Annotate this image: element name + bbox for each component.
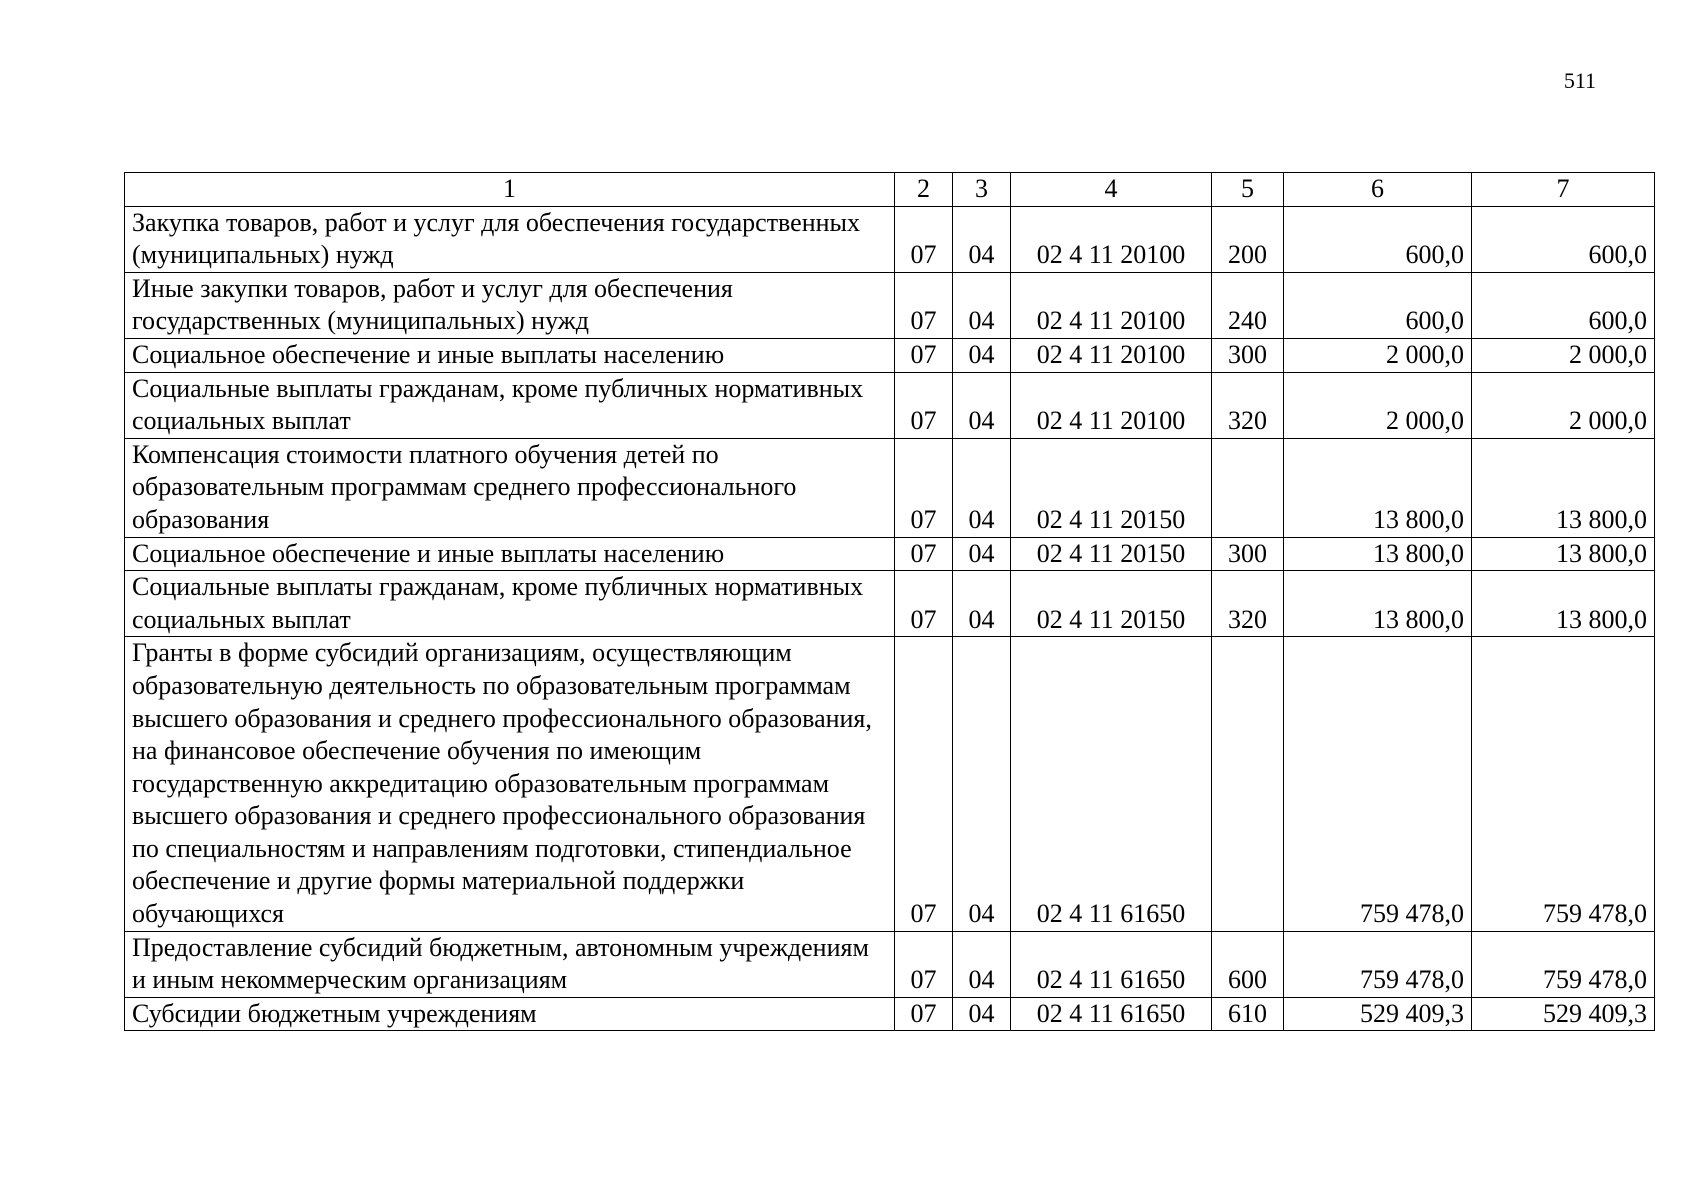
table-row <box>125 206 1655 272</box>
amount-col7: 13 800,0 <box>1472 438 1655 537</box>
amount-col6: 13 800,0 <box>1284 571 1472 637</box>
amount-col6: 759 478,0 <box>1284 637 1472 931</box>
expense-type-code: 200 <box>1212 206 1284 272</box>
column-number: 4 <box>1011 173 1212 207</box>
column-number: 3 <box>953 173 1011 207</box>
amount-col6: 759 478,0 <box>1284 931 1472 997</box>
section-code: 07 <box>895 997 953 1031</box>
target-article-code: 02 4 11 20100 <box>1011 372 1212 438</box>
section-code: 07 <box>895 637 953 931</box>
expense-name: Иные закупки товаров, работ и услуг для обеспечения государственных (муниципальных) нужд <box>125 272 895 338</box>
expense-name: Субсидии бюджетным учреждениям <box>125 997 895 1031</box>
target-article-code: 02 4 11 20100 <box>1011 272 1212 338</box>
amount-col6: 600,0 <box>1284 272 1472 338</box>
expense-type-code: 600 <box>1212 931 1284 997</box>
expense-type-code: 240 <box>1212 272 1284 338</box>
target-article-code: 02 4 11 61650 <box>1011 997 1212 1031</box>
column-number: 2 <box>895 173 953 207</box>
table-row <box>125 272 1655 338</box>
target-article-code: 02 4 11 20100 <box>1011 206 1212 272</box>
section-code: 07 <box>895 338 953 372</box>
column-number: 5 <box>1212 173 1284 207</box>
expense-type-code <box>1212 637 1284 931</box>
table-row <box>125 637 1655 931</box>
column-number: 1 <box>125 173 895 207</box>
table-row <box>125 931 1655 997</box>
target-article-code: 02 4 11 61650 <box>1011 931 1212 997</box>
expense-name: Социальные выплаты гражданам, кроме публичных нормативных социальных выплат <box>125 372 895 438</box>
target-article-code: 02 4 11 20150 <box>1011 571 1212 637</box>
amount-col7: 13 800,0 <box>1472 537 1655 571</box>
subsection-code: 04 <box>953 997 1011 1031</box>
expense-type-code <box>1212 438 1284 537</box>
subsection-code: 04 <box>953 637 1011 931</box>
target-article-code: 02 4 11 20150 <box>1011 438 1212 537</box>
page-number: 511 <box>1563 68 1596 93</box>
amount-col7: 600,0 <box>1472 272 1655 338</box>
amount-col6: 2 000,0 <box>1284 338 1472 372</box>
table-row <box>125 372 1655 438</box>
amount-col6: 2 000,0 <box>1284 372 1472 438</box>
subsection-code: 04 <box>953 206 1011 272</box>
table-row <box>125 338 1655 372</box>
target-article-code: 02 4 11 61650 <box>1011 637 1212 931</box>
amount-col6: 13 800,0 <box>1284 438 1472 537</box>
section-code: 07 <box>895 206 953 272</box>
amount-col7: 759 478,0 <box>1472 637 1655 931</box>
subsection-code: 04 <box>953 338 1011 372</box>
subsection-code: 04 <box>953 931 1011 997</box>
expense-name: Предоставление субсидий бюджетным, автономным учреждениям и иным некоммерческим организациям <box>125 931 895 997</box>
expense-name: Социальные выплаты гражданам, кроме публичных нормативных социальных выплат <box>125 571 895 637</box>
amount-col7: 600,0 <box>1472 206 1655 272</box>
subsection-code: 04 <box>953 438 1011 537</box>
amount-col6: 529 409,3 <box>1284 997 1472 1031</box>
subsection-code: 04 <box>953 272 1011 338</box>
section-code: 07 <box>895 537 953 571</box>
column-number: 6 <box>1284 173 1472 207</box>
expense-name: Гранты в форме субсидий организациям, осуществляющим образовательную деятельность по образовательным программам высшего образования и среднего профессионального образования, на финансовое обеспечение обучения по имеющим государственную аккредитацию образовательным программам высшего образования и среднего профессионального образования по специальностям и направлениям подготовки, стипендиальное обеспечение и другие формы материальной поддержки обучающихся <box>125 637 895 931</box>
amount-col7: 2 000,0 <box>1472 372 1655 438</box>
table-row <box>125 571 1655 637</box>
column-number: 7 <box>1472 173 1655 207</box>
section-code: 07 <box>895 571 953 637</box>
amount-col7: 2 000,0 <box>1472 338 1655 372</box>
amount-col6: 600,0 <box>1284 206 1472 272</box>
table-row <box>125 537 1655 571</box>
budget-table <box>124 172 1655 1031</box>
amount-col7: 529 409,3 <box>1472 997 1655 1031</box>
expense-type-code: 300 <box>1212 537 1284 571</box>
section-code: 07 <box>895 931 953 997</box>
subsection-code: 04 <box>953 571 1011 637</box>
expense-type-code: 320 <box>1212 571 1284 637</box>
target-article-code: 02 4 11 20150 <box>1011 537 1212 571</box>
amount-col7: 13 800,0 <box>1472 571 1655 637</box>
expense-name: Социальное обеспечение и иные выплаты населению <box>125 537 895 571</box>
target-article-code: 02 4 11 20100 <box>1011 338 1212 372</box>
amount-col6: 13 800,0 <box>1284 537 1472 571</box>
expense-name: Компенсация стоимости платного обучения детей по образовательным программам среднего профессионального образования <box>125 438 895 537</box>
section-code: 07 <box>895 272 953 338</box>
section-code: 07 <box>895 372 953 438</box>
subsection-code: 04 <box>953 372 1011 438</box>
amount-col7: 759 478,0 <box>1472 931 1655 997</box>
expense-type-code: 610 <box>1212 997 1284 1031</box>
section-code: 07 <box>895 438 953 537</box>
expense-type-code: 320 <box>1212 372 1284 438</box>
table-row <box>125 438 1655 537</box>
expense-name: Социальное обеспечение и иные выплаты населению <box>125 338 895 372</box>
expense-name: Закупка товаров, работ и услуг для обеспечения государственных (муниципальных) нужд <box>125 206 895 272</box>
expense-type-code: 300 <box>1212 338 1284 372</box>
subsection-code: 04 <box>953 537 1011 571</box>
column-number-row <box>125 173 1655 207</box>
table-row <box>125 997 1655 1031</box>
